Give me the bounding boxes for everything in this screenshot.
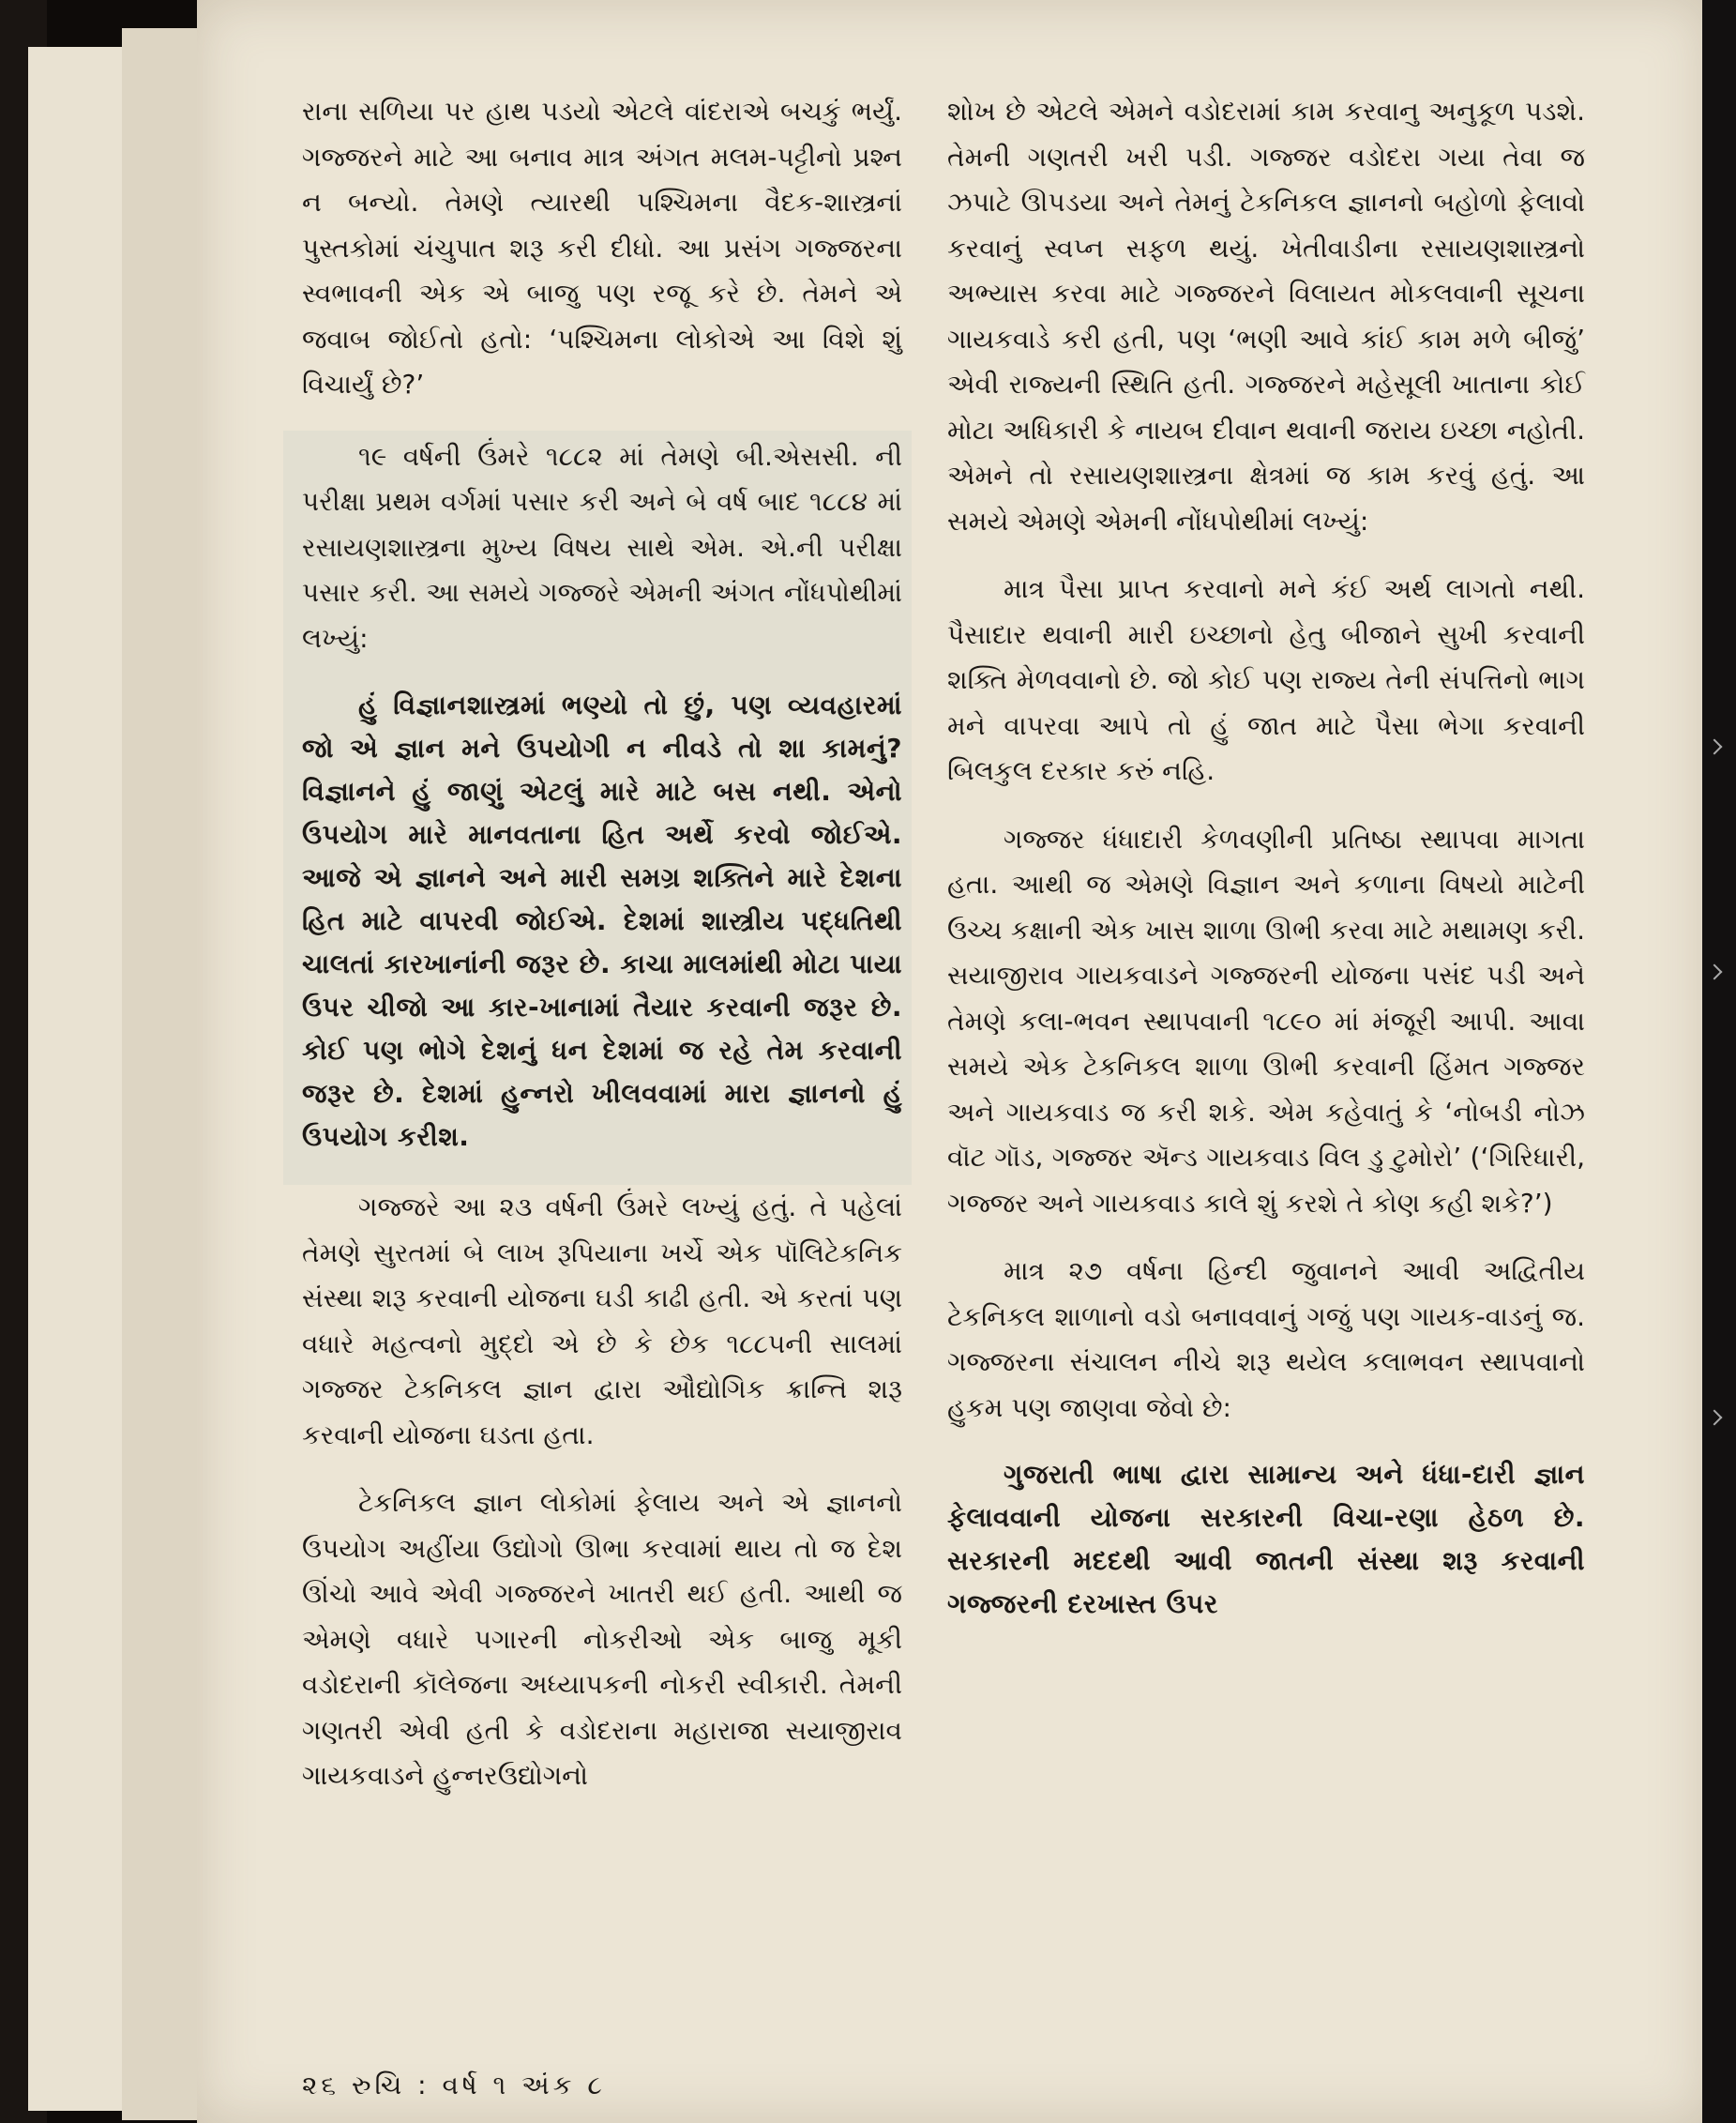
paragraph: માત્ર ૨૭ વર્ષના હિન્દી જુવાનને આવી અદ્વિતીય ટેકનિકલ શાળાનો વડો બનાવવાનું ગજું પણ ગાયક-વાડનું જ. ગજ્જરના સંચાલન નીચે શરૂ થયેલ કલાભવન સ્થાપવાનો હુકમ પણ જાણવા જેવો છે:	[947, 1255, 1585, 1423]
right-text-column	[947, 89, 1585, 1648]
paragraph: શોખ છે એટલે એમને વડોદરામાં કામ કરવાનુ અનુકૂળ પડશે. તેમની ગણતરી ખરી પડી. ગજ્જર વડોદરા ગયા તેવા જ ઝપાટે ઊપડયા અને તેમનું ટેકનિકલ જ્ઞાનનો બહોળો ફેલાવો કરવાનું સ્વપ્ન સફળ થયું. ખેતીવાડીના રસાયણશાસ્ત્રનો અભ્યાસ કરવા માટે ગજ્જરને વિલાયત મોકલવાની સૂચના ગાયકવાડે કરી હતી, પણ ‘ભણી આવે કાંઈ કામ મળે બીજું’ એવી રાજ્યની સ્થિતિ હતી. ગજ્જરને મહેસૂલી ખાતાના કોઈ મોટા અધિકારી કે નાયબ દીવાન થવાની જરાય ઇચ્છા નહોતી. એમને તો રસાયણશાસ્ત્રના ક્ષેત્રમાં જ કામ કરવું હતું. આ સમયે એમણે એમની નોંધપોથીમાં લખ્યું:	[947, 96, 1585, 537]
paragraph: ગજ્જર ધંધાદારી કેળવણીની પ્રતિષ્ઠા સ્થાપવા માગતા હતા. આથી જ એમણે વિજ્ઞાન અને કળાના વિષયો માટેની ઉચ્ચ કક્ષાની એક ખાસ શાળા ઊભી કરવા માટે મથામણ કરી. સયાજીરાવ ગાયકવાડને ગજ્જરની યોજના પસંદ પડી અને તેમણે કલા-ભવન સ્થાપવાની ૧૮૯૦ માં મંજૂરી આપી. આવા સમયે એક ટેકનિકલ શાળા ઊભી કરવાની હિંમત ગજ્જર અને ગાયકવાડ જ કરી શકે. એમ કહેવાતું કે ‘નોબડી નોઝ વૉટ ગૉડ, ગજ્જર ઍન્ડ ગાયકવાડ વિલ ડુ ટુમોરો’ (‘ગિરિધારી, ગજ્જર અને ગાયકવાડ કાલે શું કરશે તે કોણ કહી શકે?’)	[947, 823, 1585, 1219]
paragraph: ગજ્જરે આ ૨૩ વર્ષની ઉંમરે લખ્યું હતું. તે પહેલાં તેમણે સુરતમાં બે લાખ રૂપિયાના ખર્ચે એક પૉલિટેકનિક સંસ્થા શરૂ કરવાની યોજના ઘડી કાઢી હતી. એ કરતાં પણ વધારે મહત્વનો મુદ્દો એ છે કે છેક ૧૮૮૫ની સાલમાં ગજ્જર ટેકનિકલ જ્ઞાન દ્વારા ઔદ્યોગિક ક્રાન્તિ શરૂ કરવાની યોજના ઘડતા હતા.	[302, 1191, 902, 1450]
paragraph: રાના સળિયા પર હાથ પડયો એટલે વાંદરાએ બચકું ભર્યું. ગજ્જરને માટે આ બનાવ માત્ર અંગત મલમ-પટ્ટીનો પ્રશ્ન ન બન્યો. તેમણે ત્યારથી પશ્ચિમના વૈદક-શાસ્ત્રનાં પુસ્તકોમાં ચંચુપાત શરૂ કરી દીધો. આ પ્રસંગ ગજ્જરના સ્વભાવની એક એ બાજુ પણ રજૂ કરે છે. તેમને એ જવાબ જોઈતો હતો: ‘પશ્ચિમના લોકોએ આ વિશે શું વિચાર્યું છે?’	[302, 96, 902, 400]
paragraph: ટેકનિકલ જ્ઞાન લોકોમાં ફેલાય અને એ જ્ઞાનનો ઉપયોગ અહીંયા ઉદ્યોગો ઊભા કરવામાં થાય તો જ દેશ ઊંચો આવે એવી ગજ્જરને ખાતરી થઈ હતી. આથી જ એમણે વધારે પગારની નોકરીઓ એક બાજુ મૂકી વડોદરાની કૉલેજના અધ્યાપકની નોકરી સ્વીકારી. તેમની ગણતરી એવી હતી કે વડોદરાના મહારાજા સયાજીરાવ ગાયકવાડને હુન્નરઉદ્યોગનો	[302, 1487, 902, 1791]
paragraph: ૧૯ વર્ષની ઉંમરે ૧૮૮૨ માં તેમણે બી.એસસી. ની પરીક્ષા પ્રથમ વર્ગમાં પસાર કરી અને બે વર્ષ બાદ ૧૮૮૪ માં રસાયણશાસ્ત્રના મુખ્ય વિષય સાથે એમ. એ.ની પરીક્ષા પસાર કરી. આ સમયે ગજ્જરે એમની અંગત નોંધપોથીમાં લખ્યું:	[302, 440, 902, 654]
quoted-diary-entry: માત્ર પૈસા પ્રાપ્ત કરવાનો મને કંઈ અર્થ લાગતો નથી. પૈસાદાર થવાની મારી ઇચ્છાનો હેતુ બીજાને સુખી કરવાની શક્તિ મેળવવાનો છે. જો કોઈ પણ રાજ્ય તેની સંપત્તિનો ભાગ મને વાપરવા આપે તો હું જાત માટે પૈસા ભેગા કરવાની બિલકુલ દરકાર કરું નહિ.	[947, 573, 1585, 786]
quoted-diary-entry: હું વિજ્ઞાનશાસ્ત્રમાં ભણ્યો તો છું, પણ વ્યવહારમાં જો એ જ્ઞાન મને ઉપયોગી ન નીવડે તો શા કામનું? વિજ્ઞાનને હું જાણું એટલું મારે માટે બસ નથી. એનો ઉપયોગ મારે માનવતાના હિત અર્થે કરવો જોઈએ. આજે એ જ્ઞાનને અને મારી સમગ્ર શક્તિને મારે દેશના હિત માટે વાપરવી જોઈએ. દેશમાં શાસ્ત્રીય પદ્ધતિથી ચાલતાં કારખાનાંની જરૂર છે. કાચા માલમાંથી મોટા પાયા ઉપર ચીજો આ કાર-ખાનામાં તૈયાર કરવાની જરૂર છે. કોઈ પણ ભોગે દેશનું ધન દેશમાં જ રહે તેમ કરવાની જરૂર છે. દેશમાં હુન્નરો ખીલવવામાં મારા જ્ઞાનનો હું ઉપયોગ કરીશ.	[302, 690, 902, 1152]
page-footer: ૨૬ રુચિ : વર્ષ ૧ અંક ૮	[302, 2070, 606, 2100]
right-page-edge	[1702, 0, 1736, 2123]
highlighted-block	[283, 431, 912, 1186]
quoted-order: ગુજરાતી ભાષા દ્વારા સામાન્ય અને ધંધા-દારી જ્ઞાન ફેલાવવાની યોજના સરકારની વિચા-રણા હેઠળ છે. સરકારની મદદથી આવી જાતની સંસ્થા શરૂ કરવાની ગજ્જરની દરખાસ્ત ઉપર	[947, 1459, 1585, 1619]
left-text-column	[302, 89, 902, 1822]
